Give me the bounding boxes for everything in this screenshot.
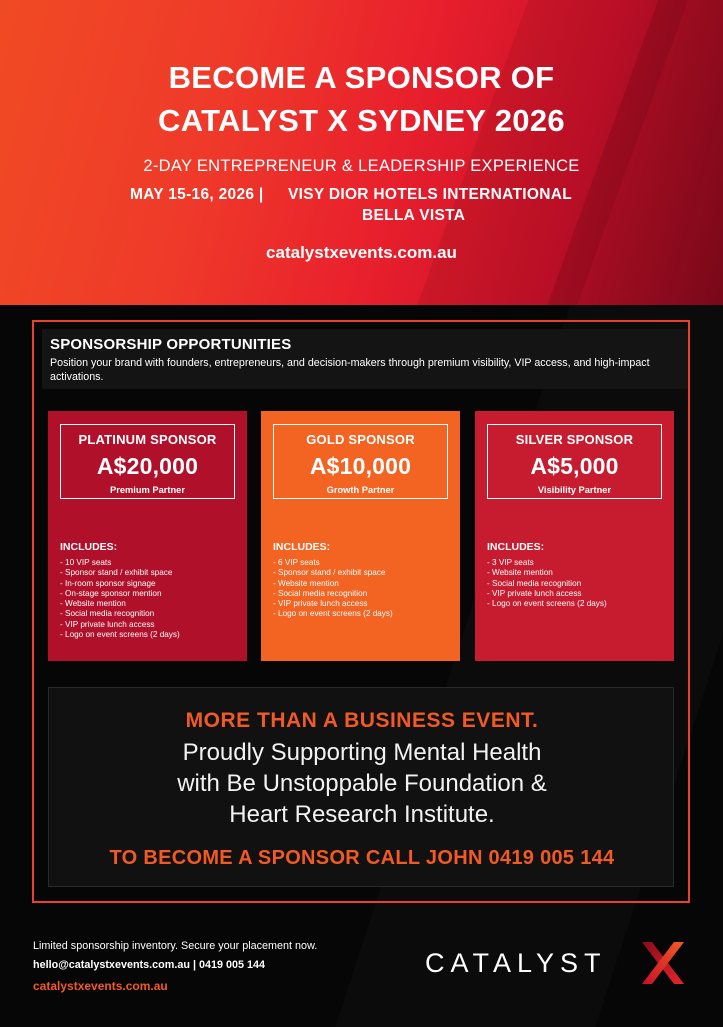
- list-item: - Logo on event screens (2 days): [60, 630, 180, 640]
- event-subtitle: 2-DAY ENTREPRENEUR & LEADERSHIP EXPERIENCE: [143, 157, 580, 175]
- benefits-list: [273, 558, 393, 620]
- includes-label: INCLUDES:: [60, 541, 118, 553]
- list-item: - 3 VIP seats: [487, 558, 607, 568]
- catalyst-x-logo: [425, 938, 690, 988]
- footer-website-link[interactable]: catalystxevents.com.au: [33, 979, 168, 993]
- benefits-list: [487, 558, 607, 609]
- package-price: A$20,000: [96, 453, 199, 479]
- package-name: PLATINUM SPONSOR: [78, 432, 217, 447]
- x-mark-icon: [638, 940, 688, 986]
- charity-message: [49, 737, 675, 830]
- list-item: - On-stage sponsor mention: [60, 589, 180, 599]
- package-price: A$10,000: [309, 453, 412, 479]
- package-header: [273, 424, 448, 499]
- call-to-action[interactable]: TO BECOME A SPONSOR CALL JOHN 0419 005 144: [109, 847, 615, 869]
- package-tier: Premium Partner: [110, 485, 185, 495]
- includes-label: INCLUDES:: [273, 541, 331, 553]
- platinum-sponsor-card: [48, 411, 247, 661]
- package-tier: Growth Partner: [326, 485, 395, 495]
- list-item: - 10 VIP seats: [60, 558, 180, 568]
- list-item: - Website mention: [273, 579, 393, 589]
- package-price: A$5,000: [530, 453, 619, 479]
- opportunities-box: [42, 329, 688, 389]
- charity-line: Heart Research Institute.: [229, 801, 495, 828]
- footer-note: Limited sponsorship inventory. Secure your placement now.: [33, 940, 318, 952]
- charity-line: Proudly Supporting Mental Health: [182, 739, 542, 766]
- includes-label: INCLUDES:: [487, 541, 545, 553]
- page-title-line2: CATALYST X SYDNEY 2026: [158, 103, 565, 138]
- event-message-box: [48, 687, 674, 887]
- event-headline: MORE THAN A BUSINESS EVENT.: [185, 709, 539, 732]
- event-venue: VISY DIOR HOTELS INTERNATIONAL: [288, 186, 572, 203]
- package-header: [60, 424, 235, 499]
- gold-sponsor-card: [261, 411, 460, 661]
- list-item: - Logo on event screens (2 days): [273, 609, 393, 619]
- list-item: - Website mention: [487, 568, 607, 578]
- list-item: - VIP private lunch access: [487, 589, 607, 599]
- footer-contact[interactable]: hello@catalystxevents.com.au | 0419 005 144: [33, 959, 266, 971]
- list-item: - Logo on event screens (2 days): [487, 599, 607, 609]
- charity-line: with Be Unstoppable Foundation &: [177, 770, 547, 797]
- page-title-line1: BECOME A SPONSOR OF: [168, 60, 555, 95]
- package-name: GOLD SPONSOR: [306, 432, 415, 447]
- opportunities-description: Position your brand with founders, entrepreneurs, and decision-makers through premium visibility, VIP access, and high-impact activations.: [50, 357, 650, 383]
- logo-wordmark: CATALYST: [425, 948, 607, 978]
- hero-banner: [0, 0, 723, 305]
- list-item: - 6 VIP seats: [273, 558, 393, 568]
- package-name: SILVER SPONSOR: [515, 432, 634, 447]
- hero-website-link[interactable]: catalystxevents.com.au: [266, 243, 457, 262]
- list-item: - Social media recognition: [273, 589, 393, 599]
- list-item: - Sponsor stand / exhibit space: [60, 568, 180, 578]
- list-item: - In-room sponsor signage: [60, 579, 180, 589]
- package-header: [487, 424, 662, 499]
- list-item: - Website mention: [60, 599, 180, 609]
- list-item: - Social media recognition: [487, 579, 607, 589]
- silver-sponsor-card: [475, 411, 674, 661]
- event-venue-suburb: BELLA VISTA: [362, 207, 466, 224]
- event-dates: MAY 15-16, 2026 |: [130, 186, 264, 203]
- benefits-list: [60, 558, 180, 640]
- opportunities-title: SPONSORSHIP OPPORTUNITIES: [50, 336, 292, 353]
- package-tier: Visibility Partner: [537, 485, 612, 495]
- list-item: - Social media recognition: [60, 609, 180, 619]
- list-item: - Sponsor stand / exhibit space: [273, 568, 393, 578]
- list-item: - VIP private lunch access: [273, 599, 393, 609]
- list-item: - VIP private lunch access: [60, 620, 180, 630]
